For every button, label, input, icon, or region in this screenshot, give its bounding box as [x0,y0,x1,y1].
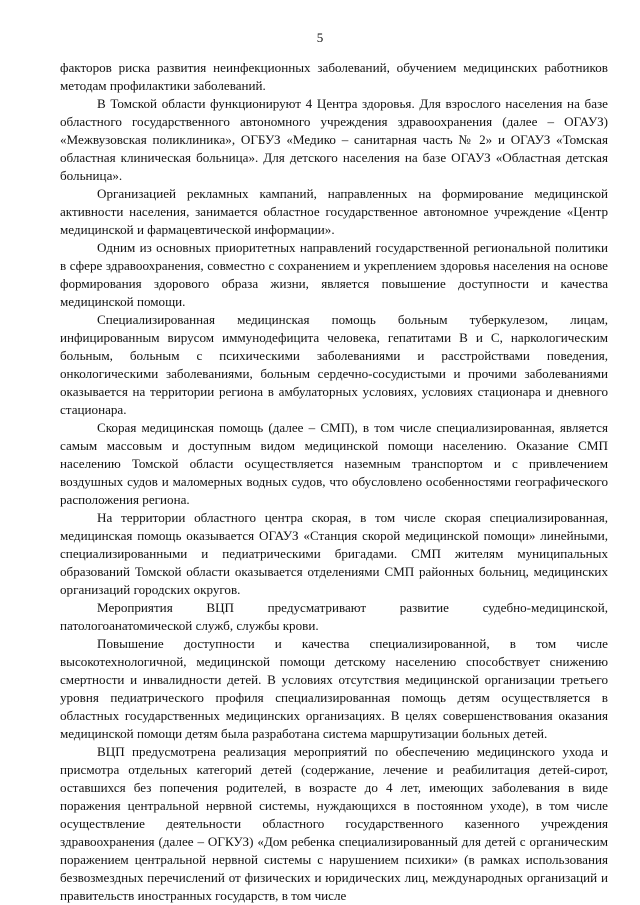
paragraph-priority-directions: Одним из основных приоритетных направлений государственной региональной политики в сфере здравоохранения, совместно с сохранением и укреплением здоровья населения на основе формирования здорового образа жизни, является повышение доступности и качества медицинской помощи. [60,240,608,309]
paragraph-orphan-care: ВЦП предусмотрена реализация мероприятий по обеспечению медицинского ухода и присмотра отдельных категорий детей (содержание, лечение и реабилитация детей-сирот, оставшихся без попечения родителей, в возрасте до 4 лет, имеющих заболевания в виде поражения центральной нервной системы, нуждающихся в постоянном уходе), в том числе осуществление деятельности областного государственного казенного учреждения здравоохранения (далее – ОГКУЗ) «Дом ребенка специализированный для детей с органическим поражением центральной нервной системы с нарушением психики» (в рамках использования безвозмездных перечислений от физических и юридических лиц, международных организаций и правительств иностранных государств, в том числе [60,744,608,903]
paragraph-regional-center-ambulance: На территории областного центра скорая, в том числе скорая специализированная, медицинская помощь оказывается ОГАУЗ «Станция скорой медицинской помощи» линейными, специализированными и педиатрическими бригадами. СМП жителям муниципальных образований Томской области оказывается отделениями СМП районных больниц, медицинских организаций городских округов. [60,510,608,597]
paragraph-forensic-services: Мероприятия ВЦП предусматривают развитие судебно-медицинской, патологоанатомической служб, службы крови. [60,600,608,633]
paragraph-child-care-access: Повышение доступности и качества специализированной, в том числе высокотехнологичной, медицинской помощи детскому населению способствует снижению смертности и инвалидности детей. В условиях отсутствия медицинской организации третьего уровня педиатрического профиля специализированная помощь детям осуществляется в областных государственных медицинских организациях. В целях совершенствования оказания медицинской помощи детям была разработана система маршрутизации больных детей. [60,636,608,741]
page-number: 5 [316,30,324,45]
paragraph-advertising: Организацией рекламных кампаний, направленных на формирование медицинской активности населения, занимается областное государственное автономное учреждение «Центр медицинской и фармацевтической информации». [60,186,608,237]
paragraph-risk-factors: факторов риска развития неинфекционных заболеваний, обучением медицинских работников методам профилактики заболеваний. [60,60,608,93]
document-body [60,59,608,905]
paragraph-health-centers: В Томской области функционируют 4 Центра здоровья. Для взрослого населения на базе областного государственного автономного учреждения здравоохранения (далее – ОГАУЗ) «Межвузовская поликлиника», ОГБУЗ «Медико – санитарная часть № 2» и ОГАУЗ «Томская областная клиническая больница». Для детского населения на базе ОГАУЗ «Областная детская больница». [60,96,608,183]
paragraph-specialized-care: Специализированная медицинская помощь больным туберкулезом, лицам, инфицированным вирусом иммунодефицита человека, гепатитами В и С, наркологическим больным, больным с психическими заболеваниями и расстройствами поведения, онкологическими заболеваниями, больным сердечно-сосудистыми и прочими заболеваниями оказывается на территории региона в амбулаторных условиях, условиях стационара и дневного стационара. [60,312,608,417]
paragraph-emergency-care: Скорая медицинская помощь (далее – СМП), в том числе специализированная, является самым массовым и доступным видом медицинской помощи населению. Оказание СМП населению Томской области осуществляется наземным транспортом и с привлечением воздушных судов и маломерных водных судов, что обусловлено особенностями географического расположения региона. [60,420,608,507]
